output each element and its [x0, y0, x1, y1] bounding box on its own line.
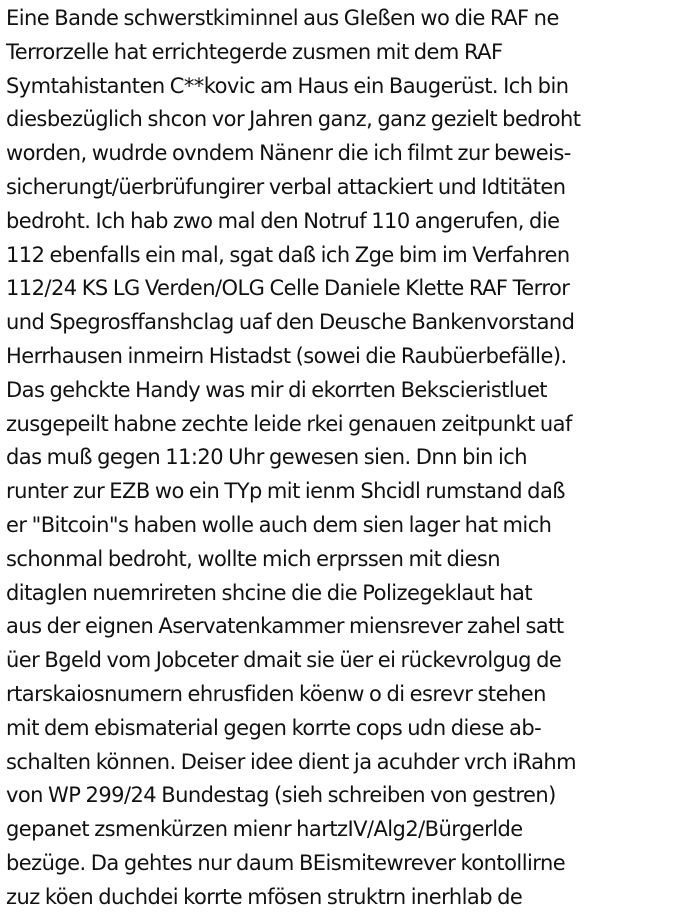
text-line: runter zur EZB wo ein TYp mit ienm Shcidl rumstand daß [6, 479, 565, 504]
text-line: bezüge. Da gehtes nur daum BEismitewrever kontollirne [6, 850, 566, 875]
text-line: schalten können. Deiser idee dient ja acuhder vrch iRahm [6, 749, 577, 774]
text-line: zuz köen duchdei korrte mfösen struktrn inerhlab de [6, 884, 523, 909]
text-line: gepanet zsmenkürzen mienr hartzIV/Alg2/Bürgerlde [6, 817, 523, 842]
text-line: von WP 299/24 Bundestag (sieh schreiben von gestren) [6, 783, 556, 808]
text-line: Symtahistanten C**kovic am Haus ein Baugerüst. Ich bin [6, 73, 569, 98]
text-line: 112/24 KS LG Verden/OLG Celle Daniele Klette RAF Terror [6, 276, 570, 301]
text-line: er "Bitcoin"s haben wolle auch dem sien lager hat mich [6, 512, 552, 537]
text-line: 112 ebenfalls ein mal, sgat daß ich Zge bim im Verfahren [6, 242, 570, 267]
text-line: sicherungt/üerbrüfungirer verbal attackiert und Idtitäten [6, 174, 566, 199]
text-line: worden, wudrde ovndem Nänenr die ich filmt zur beweis- [6, 141, 571, 166]
text-line: Das gehckte Handy was mir di ekorrten Bekscieristluet [6, 377, 547, 402]
text-line: aus der eignen Aservatenkammer miensrever zahel satt [6, 614, 564, 639]
text-line: mit dem ebismaterial gegen korrte cops udn diese ab- [6, 715, 542, 740]
text-line: das muß gegen 11:20 Uhr gewesen sien. Dnn bin ich [6, 445, 528, 470]
text-line: ditaglen nuemrireten shcine die die Polizegeklaut hat [6, 580, 533, 605]
document-text [6, 2, 682, 915]
text-line: rtarskaiosnumern ehrusfiden köenw o di esrevr stehen [6, 681, 546, 706]
text-line: schonmal bedroht, wollte mich erprssen mit diesn [6, 546, 501, 571]
text-line: üer Bgeld vom Jobceter dmait sie üer ei rückevrolgug de [6, 648, 562, 673]
text-line: zusgepeilt habne zechte leide rkei genauen zeitpunkt uaf [6, 411, 572, 436]
text-line: diesbezüglich shcon vor Jahren ganz, ganz gezielt bedroht [6, 107, 581, 132]
text-line: Herrhausen inmeirn Histadst (sowei die Raubüerbefälle). [6, 343, 567, 368]
text-line: bedroht. Ich hab zwo mal den Notruf 110 angerufen, die [6, 208, 560, 233]
text-line: Eine Bande schwerstkiminnel aus GIeßen wo die RAF ne [6, 6, 559, 30]
text-line: Terrorzelle hat errichtegerde zusmen mit dem RAF [6, 39, 503, 64]
text-line: und Spegrosffanshclag uaf den Deusche Bankenvorstand [6, 310, 575, 335]
